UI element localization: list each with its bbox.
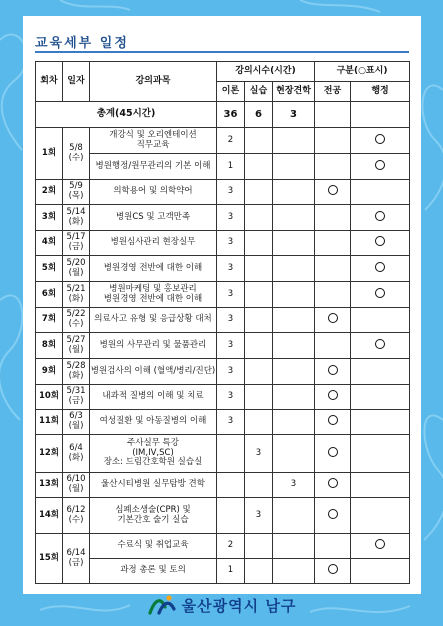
row-lecture-hours: 3 <box>217 231 245 256</box>
row-lecture-hours <box>217 435 245 473</box>
circle-mark-icon <box>328 390 338 400</box>
row-admin-mark <box>351 154 410 180</box>
row-session: 4회 <box>36 231 63 256</box>
table-row <box>36 534 410 559</box>
table-row <box>36 333 410 359</box>
row-session: 2회 <box>36 180 63 205</box>
row-major-mark <box>315 205 351 231</box>
row-major-mark <box>315 231 351 256</box>
row-session: 5회 <box>36 256 63 282</box>
row-field-hours <box>273 534 315 559</box>
table-row <box>36 498 410 534</box>
row-course: 병원의 사무관리 및 물품관리 <box>90 333 217 359</box>
row-admin-mark <box>351 256 410 282</box>
row-field-hours <box>273 256 315 282</box>
footer-logo <box>0 588 443 622</box>
table-row <box>36 154 410 180</box>
total-field-trip: 3 <box>273 102 315 128</box>
row-practice-hours <box>245 385 273 410</box>
row-course: 병원심사관리 현장실무 <box>90 231 217 256</box>
row-admin-mark <box>351 231 410 256</box>
header-session: 회차 <box>36 62 63 102</box>
row-date: 6/4 (화) <box>63 435 90 473</box>
row-field-hours <box>273 498 315 534</box>
row-course: 과정 총론 및 토의 <box>90 559 217 584</box>
row-admin-mark <box>351 180 410 205</box>
row-practice-hours <box>245 359 273 385</box>
row-major-mark <box>315 385 351 410</box>
row-field-hours <box>273 128 315 154</box>
row-practice-hours <box>245 154 273 180</box>
row-practice-hours <box>245 231 273 256</box>
row-lecture-hours: 3 <box>217 333 245 359</box>
row-lecture-hours: 3 <box>217 282 245 308</box>
table-row <box>36 256 410 282</box>
header-date: 일자 <box>63 62 90 102</box>
row-major-mark <box>315 435 351 473</box>
row-field-hours <box>273 180 315 205</box>
row-admin-mark <box>351 559 410 584</box>
row-major-mark <box>315 559 351 584</box>
total-label: 총계(45시간) <box>36 102 217 128</box>
row-course: 내과적 질병의 이해 및 치료 <box>90 385 217 410</box>
row-lecture-hours: 3 <box>217 180 245 205</box>
row-field-hours <box>273 385 315 410</box>
row-course: 병원경영 전반에 대한 이해 <box>90 256 217 282</box>
row-practice-hours <box>245 559 273 584</box>
row-practice-hours <box>245 473 273 498</box>
table-row <box>36 308 410 333</box>
row-course: 여성질환 및 아동질병의 이해 <box>90 410 217 435</box>
row-major-mark <box>315 308 351 333</box>
circle-mark-icon <box>375 236 385 246</box>
row-practice-hours <box>245 180 273 205</box>
row-lecture-hours: 3 <box>217 359 245 385</box>
header-course: 강의과목 <box>90 62 217 102</box>
row-major-mark <box>315 154 351 180</box>
circle-mark-icon <box>375 288 385 298</box>
row-lecture-hours: 3 <box>217 205 245 231</box>
table-row <box>36 473 410 498</box>
row-practice-hours: 3 <box>245 498 273 534</box>
row-admin-mark <box>351 333 410 359</box>
row-date: 5/31 (금) <box>63 385 90 410</box>
row-admin-mark <box>351 359 410 385</box>
row-admin-mark <box>351 498 410 534</box>
org-name: 울산광역시 남구 <box>181 596 297 615</box>
table-row <box>36 231 410 256</box>
row-lecture-hours: 3 <box>217 256 245 282</box>
row-session: 8회 <box>36 333 63 359</box>
row-course: 병원행정/원무관리의 기본 이해 <box>90 154 217 180</box>
total-row <box>36 102 410 128</box>
row-admin-mark <box>351 385 410 410</box>
row-session: 1회 <box>36 128 63 180</box>
row-practice-hours <box>245 205 273 231</box>
row-field-hours <box>273 205 315 231</box>
row-date: 5/21 (화) <box>63 282 90 308</box>
row-session: 15회 <box>36 534 63 584</box>
row-field-hours <box>273 435 315 473</box>
row-major-mark <box>315 282 351 308</box>
header-practice: 실습 <box>245 82 273 102</box>
row-admin-mark <box>351 473 410 498</box>
header-category-group: 구분(○표시) <box>315 62 410 82</box>
table-row <box>36 385 410 410</box>
row-session: 14회 <box>36 498 63 534</box>
circle-mark-icon <box>375 262 385 272</box>
row-major-mark <box>315 128 351 154</box>
circle-mark-icon <box>328 185 338 195</box>
header-field-trip: 현장견학 <box>273 82 315 102</box>
row-course: 병원검사의 이해 (혈액/병리/진단) <box>90 359 217 385</box>
circle-mark-icon <box>375 539 385 549</box>
row-lecture-hours <box>217 473 245 498</box>
table-row <box>36 435 410 473</box>
row-lecture-hours: 3 <box>217 410 245 435</box>
row-course: 개강식 및 오리엔테이션 직무교육 <box>90 128 217 154</box>
circle-mark-icon <box>328 509 338 519</box>
circle-mark-icon <box>328 313 338 323</box>
circle-mark-icon <box>375 134 385 144</box>
row-field-hours <box>273 282 315 308</box>
row-course: 병원마케팅 및 홍보관리 병원경영 전반에 대한 이해 <box>90 282 217 308</box>
header-admin: 행정 <box>351 82 410 102</box>
row-practice-hours <box>245 308 273 333</box>
circle-mark-icon <box>328 564 338 574</box>
total-lecture: 36 <box>217 102 245 128</box>
row-course: 병원CS 및 고객만족 <box>90 205 217 231</box>
row-field-hours <box>273 559 315 584</box>
row-lecture-hours: 3 <box>217 385 245 410</box>
row-date: 6/10 (월) <box>63 473 90 498</box>
row-practice-hours <box>245 410 273 435</box>
page-title: 교육세부 일정 <box>35 36 129 51</box>
row-field-hours <box>273 154 315 180</box>
schedule-body <box>36 102 410 584</box>
row-field-hours <box>273 231 315 256</box>
row-practice-hours <box>245 282 273 308</box>
row-major-mark <box>315 410 351 435</box>
row-date: 5/14 (화) <box>63 205 90 231</box>
circle-mark-icon <box>328 478 338 488</box>
row-admin-mark <box>351 308 410 333</box>
row-major-mark <box>315 180 351 205</box>
row-session: 10회 <box>36 385 63 410</box>
row-lecture-hours <box>217 498 245 534</box>
circle-mark-icon <box>375 339 385 349</box>
row-date: 6/12 (수) <box>63 498 90 534</box>
row-field-hours <box>273 359 315 385</box>
total-admin <box>351 102 410 128</box>
row-session: 6회 <box>36 282 63 308</box>
row-session: 11회 <box>36 410 63 435</box>
row-field-hours <box>273 308 315 333</box>
circle-mark-icon <box>375 160 385 170</box>
table-row <box>36 128 410 154</box>
row-lecture-hours: 2 <box>217 128 245 154</box>
row-major-mark <box>315 473 351 498</box>
row-admin-mark <box>351 534 410 559</box>
row-course: 울산시티병원 실무탐방 견학 <box>90 473 217 498</box>
circle-mark-icon <box>328 365 338 375</box>
row-course: 수료식 및 취업교육 <box>90 534 217 559</box>
row-date: 5/27 (월) <box>63 333 90 359</box>
row-lecture-hours: 2 <box>217 534 245 559</box>
header-major: 전공 <box>315 82 351 102</box>
row-date: 6/14 (금) <box>63 534 90 584</box>
row-session: 9회 <box>36 359 63 385</box>
row-practice-hours <box>245 333 273 359</box>
total-practice: 6 <box>245 102 273 128</box>
row-major-mark <box>315 359 351 385</box>
row-date: 5/22 (수) <box>63 308 90 333</box>
nam-gu-logo-icon <box>147 593 177 617</box>
circle-mark-icon <box>375 211 385 221</box>
header-lecture: 이론 <box>217 82 245 102</box>
row-session: 7회 <box>36 308 63 333</box>
row-major-mark <box>315 256 351 282</box>
row-admin-mark <box>351 205 410 231</box>
row-lecture-hours: 3 <box>217 308 245 333</box>
row-field-hours <box>273 333 315 359</box>
circle-mark-icon <box>328 415 338 425</box>
table-row <box>36 410 410 435</box>
row-practice-hours <box>245 256 273 282</box>
circle-mark-icon <box>328 447 338 457</box>
row-session: 13회 <box>36 473 63 498</box>
row-major-mark <box>315 534 351 559</box>
row-course: 주사실무 특강 (IM,IV,SC) 장소: 드림간호학원 실습실 <box>90 435 217 473</box>
title-divider <box>35 51 409 53</box>
table-row <box>36 205 410 231</box>
row-admin-mark <box>351 128 410 154</box>
row-date: 5/9 (목) <box>63 180 90 205</box>
table-row <box>36 559 410 584</box>
schedule-panel <box>23 16 421 594</box>
table-row <box>36 359 410 385</box>
row-date: 5/17 (금) <box>63 231 90 256</box>
row-admin-mark <box>351 435 410 473</box>
row-session: 12회 <box>36 435 63 473</box>
row-course: 의학용어 및 의학약어 <box>90 180 217 205</box>
row-field-hours: 3 <box>273 473 315 498</box>
row-date: 5/28 (화) <box>63 359 90 385</box>
row-major-mark <box>315 333 351 359</box>
row-practice-hours: 3 <box>245 435 273 473</box>
total-major <box>315 102 351 128</box>
row-field-hours <box>273 410 315 435</box>
row-practice-hours <box>245 534 273 559</box>
row-date: 5/20 (월) <box>63 256 90 282</box>
row-course: 심폐소생술(CPR) 및 기본간호 술기 실습 <box>90 498 217 534</box>
row-major-mark <box>315 498 351 534</box>
header-hours-group: 강의시수(시간) <box>217 62 315 82</box>
row-admin-mark <box>351 410 410 435</box>
table-row <box>36 180 410 205</box>
row-session: 3회 <box>36 205 63 231</box>
schedule-table <box>35 61 410 584</box>
row-admin-mark <box>351 282 410 308</box>
row-lecture-hours: 1 <box>217 154 245 180</box>
row-practice-hours <box>245 128 273 154</box>
table-row <box>36 282 410 308</box>
row-date: 5/8 (수) <box>63 128 90 180</box>
row-lecture-hours: 1 <box>217 559 245 584</box>
row-date: 6/3 (월) <box>63 410 90 435</box>
row-course: 의료사고 유형 및 응급상황 대처 <box>90 308 217 333</box>
